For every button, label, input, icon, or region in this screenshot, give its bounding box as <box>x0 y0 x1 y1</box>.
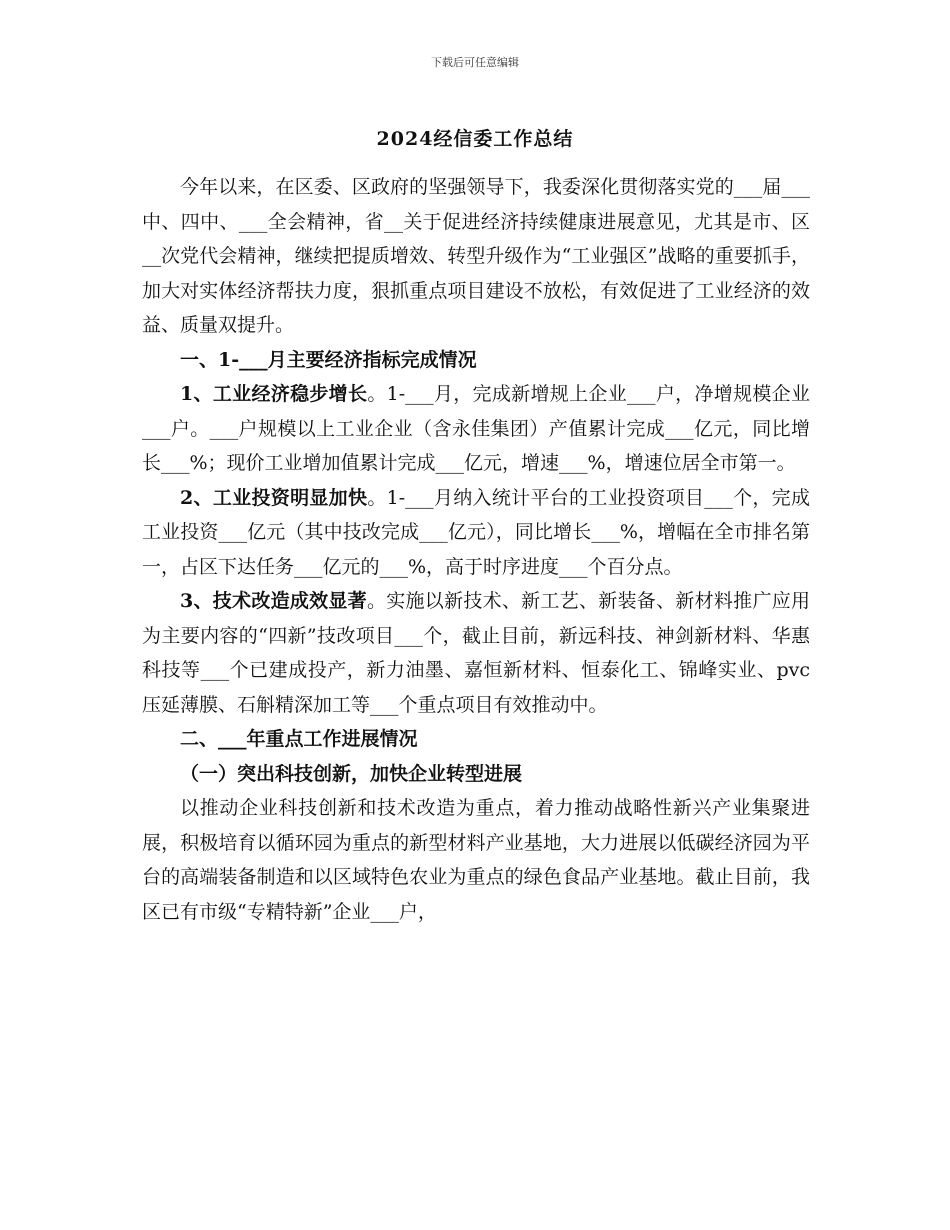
item-3-lead: 3、技术改造成效显著 <box>180 590 367 612</box>
item-3-text: 。实施以新技术、新工艺、新装备、新材料推广应用为主要内容的“四新”技改项目___个，截止目前，新远科技、神剑新材料、华惠科技等___个已建成投产，新力油墨、嘉恒新材料、恒泰化工、锦峰实业、pvc压延薄膜、石斛精深加工等___个重点项目有效推动中。 <box>142 590 810 716</box>
item-3-paragraph <box>142 584 810 722</box>
section-heading-1: 一、1-___月主要经济指标完成情况 <box>180 348 477 371</box>
subsection-heading-1: （一）突出科技创新，加快企业转型进展 <box>180 762 523 785</box>
item-2-lead: 2、工业投资明显加快 <box>180 486 368 509</box>
item-1-text: 。1-___月，完成新增规上企业___户，净增规模企业___户。___户规模以上工业企业（含永佳集团）产值累计完成___亿元，同比增长___%；现价工业增加值累计完成___亿元，增速___%，增速位居全市第一。 <box>142 383 810 474</box>
item-2-paragraph <box>142 481 810 585</box>
closing-paragraph: 以推动企业科技创新和技术改造为重点，着力推动战略性新兴产业集聚进展，积极培育以循环园为重点的新型材料产业基地，大力进展以低碳经济园为平台的高端装备制造和以区域特色农业为重点的绿色食品产业基地。截止目前，我区已有市级“专精特新”企业___户， <box>142 797 810 923</box>
page-header: 下载后可任意编辑 <box>431 56 519 69</box>
section-heading-2: 二、___年重点工作进展情况 <box>180 728 418 750</box>
item-1-lead: 1、工业经济稳步增长 <box>180 383 368 405</box>
document-title: 2024经信委工作总结 <box>376 128 574 150</box>
intro-paragraph: 今年以来，在区委、区政府的坚强领导下，我委深化贯彻落实党的___届___中、四中、___全会精神，省__关于促进经济持续健康进展意见，尤其是市、区__次党代会精神，继续把提质增效、转型升级作为“工业强区”战略的重要抓手，加大对实体经济帮扶力度，狠抓重点项目建设不放松，有效促进了工业经济的效益、质量双提升。 <box>142 176 810 336</box>
item-2-text: 。1-___月纳入统计平台的工业投资项目___个，完成工业投资___亿元（其中技改完成___亿元），同比增长___%，增幅在全市排名第一，占区下达任务___亿元的___%，高于时序进度___个百分点。 <box>142 486 810 578</box>
document-body <box>142 170 810 929</box>
item-1-paragraph <box>142 377 810 481</box>
